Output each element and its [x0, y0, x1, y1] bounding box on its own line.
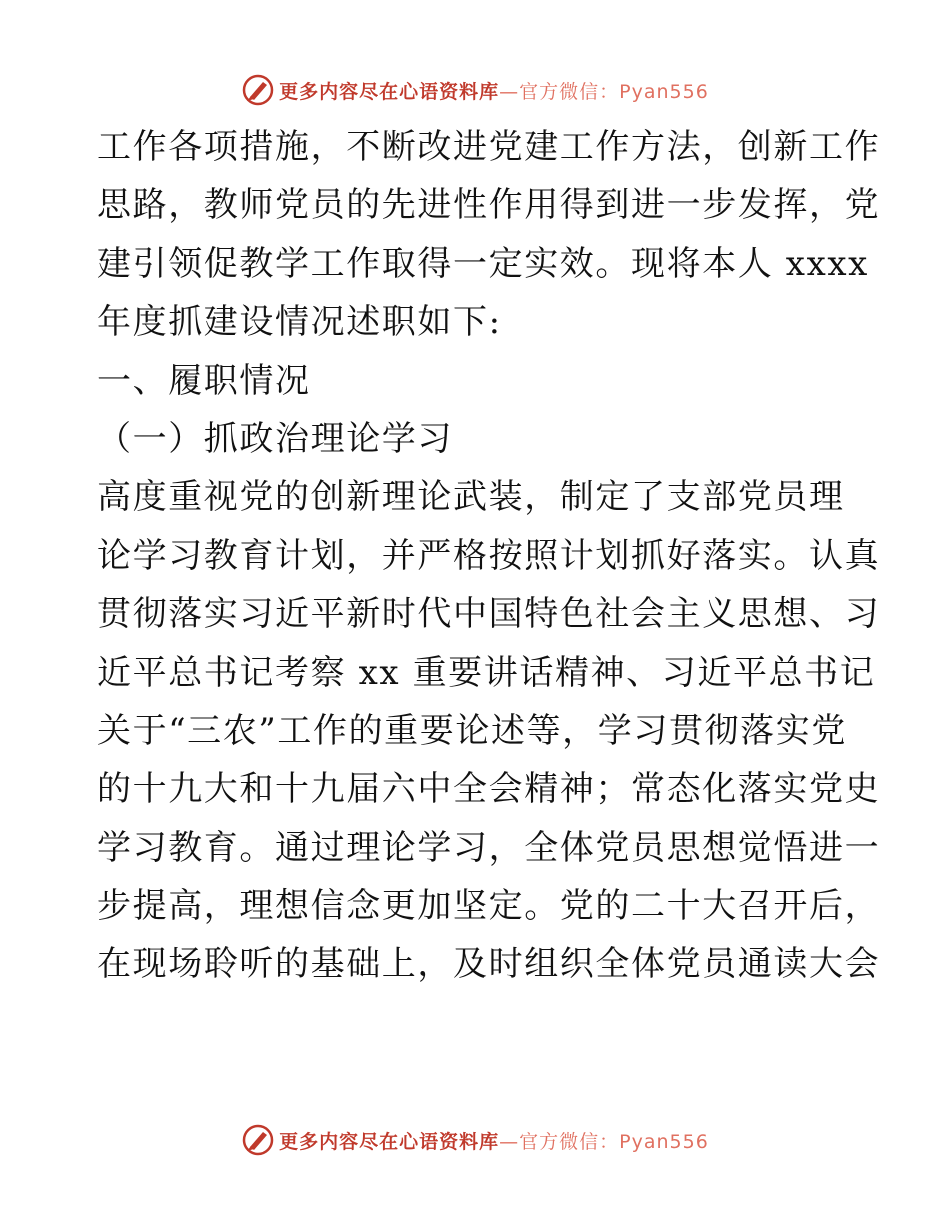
body-line: 近平总书记考察 xx 重要讲话精神、习近平总书记 [97, 652, 876, 693]
body-line: 建引领促教学工作取得一定实效。现将本人 xxxx [97, 243, 869, 284]
pen-logo-icon [241, 73, 275, 107]
body-line: 学习教育。通过理论学习，全体党员思想觉悟进一 [97, 827, 881, 868]
body-line: 论学习教育计划，并严格按照计划抓好落实。认真 [97, 535, 881, 576]
document-body [97, 118, 881, 994]
body-line: 年度抓建设情况述职如下: [97, 302, 502, 343]
body-line: 工作各项措施，不断改进党建工作方法，创新工作 [97, 127, 881, 167]
watermark-contact-text: —官方微信：Pyan556 [499, 80, 709, 103]
subsection-heading: （一）抓政治理论学习 [97, 418, 453, 459]
footer-watermark [0, 1120, 950, 1160]
watermark-main-text: 更多内容尽在心语资料库 [279, 1130, 500, 1153]
body-line: 的十九大和十九届六中全会精神；常态化落实党史 [97, 769, 881, 810]
watermark-contact-text: —官方微信：Pyan556 [499, 1130, 709, 1153]
body-line: 思路，教师党员的先进性作用得到进一步发挥，党 [97, 185, 881, 226]
body-line: 关于“三农”工作的重要论述等，学习贯彻落实党 [97, 710, 847, 751]
section-heading: 一、履职情况 [97, 360, 311, 401]
body-line: 在现场聆听的基础上，及时组织全体党员通读大会 [97, 944, 881, 985]
header-watermark [0, 70, 950, 110]
body-line: 高度重视党的创新理论武装，制定了支部党员理 [97, 477, 845, 518]
body-line: 贯彻落实习近平新时代中国特色社会主义思想、习 [97, 594, 881, 635]
body-line: 步提高，理想信念更加坚定。党的二十大召开后， [97, 886, 881, 927]
pen-logo-icon [241, 1123, 275, 1157]
watermark-main-text: 更多内容尽在心语资料库 [279, 80, 500, 103]
